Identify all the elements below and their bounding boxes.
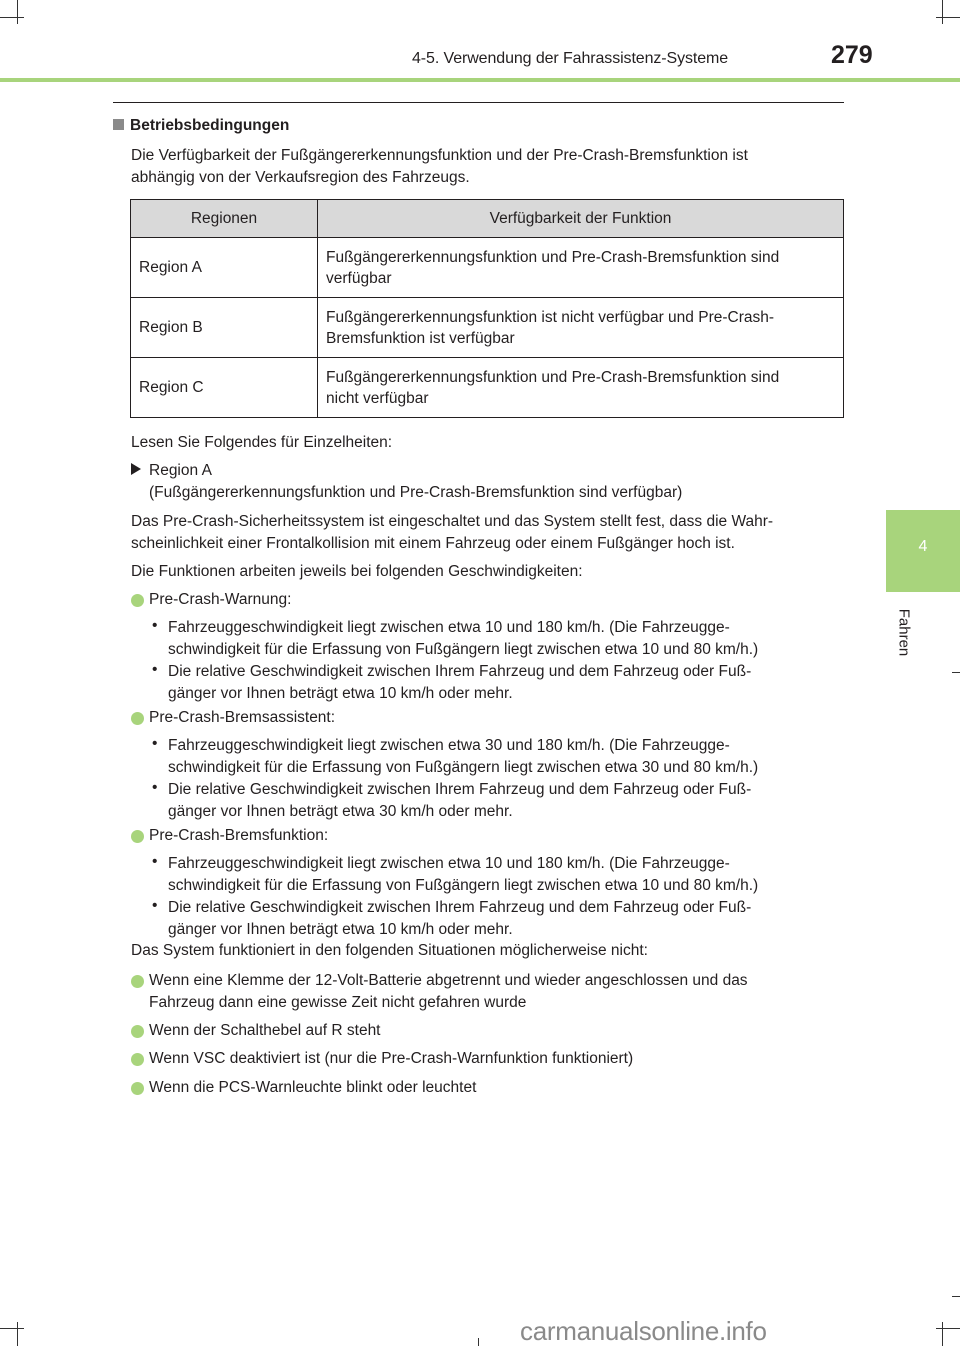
circle-bullet-icon: [131, 1082, 144, 1095]
bullet-line: Die relative Geschwindigkeit zwischen Ihrem Fahrzeug und dem Fahrzeug oder Fuß-: [168, 663, 752, 680]
situation-item: Wenn die PCS-Warnleuchte blinkt oder leuchtet: [149, 1079, 477, 1096]
section-heading: [113, 117, 289, 135]
crop-mark: [942, 1322, 943, 1346]
crop-mark: [952, 1296, 960, 1297]
situation-item: Wenn der Schalthebel auf R steht: [149, 1022, 381, 1039]
function-bullet: [168, 853, 758, 897]
watermark: carmanualsonline.info: [520, 1316, 767, 1346]
availability-cell: [318, 238, 844, 298]
dot-bullet-icon: •: [152, 853, 158, 870]
intro-line: Die Verfügbarkeit der Fußgängererkennungsfunktion und der Pre-Crash-Bremsfunktion ist: [131, 147, 748, 164]
function-title: Pre-Crash-Warnung:: [149, 591, 292, 608]
function-bullet: [168, 897, 751, 941]
bullet-line: Fahrzeuggeschwindigkeit liegt zwischen etwa 30 und 180 km/h. (Die Fahrzeugge-: [168, 737, 730, 754]
chapter-number: 4: [918, 538, 928, 555]
bullet-line: gänger vor Ihnen beträgt etwa 10 km/h oder mehr.: [168, 921, 513, 938]
cell-line: Fußgängererkennungsfunktion und Pre-Crash-Bremsfunktion sind: [326, 368, 780, 386]
table-row: [131, 298, 844, 358]
situation-line: Wenn eine Klemme der 12-Volt-Batterie abgetrennt und wieder angeschlossen und das: [149, 972, 748, 989]
cell-line: Fußgängererkennungsfunktion ist nicht verfügbar und Pre-Crash-: [326, 308, 775, 326]
details-intro: Lesen Sie Folgendes für Einzelheiten:: [131, 434, 393, 451]
circle-bullet-icon: [131, 830, 144, 843]
dot-bullet-icon: •: [152, 779, 158, 796]
dot-bullet-icon: •: [152, 617, 158, 634]
crop-mark: [17, 0, 18, 24]
circle-bullet-icon: [131, 712, 144, 725]
bullet-line: Die relative Geschwindigkeit zwischen Ihrem Fahrzeug und dem Fahrzeug oder Fuß-: [168, 781, 752, 798]
chapter-label: Fahren: [895, 608, 913, 657]
region-a-label: Region A: [149, 462, 212, 479]
availability-cell: [318, 358, 844, 418]
cell-line: nicht verfügbar: [326, 389, 429, 407]
function-bullet: [168, 779, 751, 823]
page-number: 279: [831, 41, 873, 69]
crop-mark: [0, 17, 24, 18]
table-header-cell: Regionen: [131, 200, 318, 238]
crop-mark: [936, 1328, 960, 1329]
bullet-line: gänger vor Ihnen beträgt etwa 10 km/h oder mehr.: [168, 685, 513, 702]
function-bullet: [168, 735, 758, 779]
section-rule: [113, 102, 844, 103]
function-title: Pre-Crash-Bremsfunktion:: [149, 827, 329, 844]
cell-line: verfügbar: [326, 269, 392, 287]
bullet-line: schwindigkeit für die Erfassung von Fußgängern liegt zwischen etwa 10 und 80 km/h.): [168, 641, 759, 658]
availability-table: [130, 199, 844, 418]
chapter-label-wrap: [894, 604, 914, 664]
circle-bullet-icon: [131, 975, 144, 988]
region-a-heading: [131, 460, 212, 482]
paragraph-system-active: [131, 511, 773, 555]
dot-bullet-icon: •: [152, 735, 158, 752]
circle-bullet-icon: [131, 1053, 144, 1066]
situation-line: Fahrzeug dann eine gewisse Zeit nicht gefahren wurde: [149, 994, 527, 1011]
paragraph-speeds: Die Funktionen arbeiten jeweils bei folgenden Geschwindigkeiten:: [131, 563, 583, 580]
crop-mark: [952, 672, 960, 673]
cell-line: Bremsfunktion ist verfügbar: [326, 329, 515, 347]
cell-line: Fußgängererkennungsfunktion und Pre-Crash-Bremsfunktion sind: [326, 248, 780, 266]
bullet-line: Fahrzeuggeschwindigkeit liegt zwischen etwa 10 und 180 km/h. (Die Fahrzeugge-: [168, 855, 730, 872]
situation-item: [149, 970, 748, 1014]
availability-cell: [318, 298, 844, 358]
function-title: Pre-Crash-Bremsassistent:: [149, 709, 336, 726]
dot-bullet-icon: •: [152, 661, 158, 678]
bullet-line: gänger vor Ihnen beträgt etwa 30 km/h oder mehr.: [168, 803, 513, 820]
intro-line: abhängig von der Verkaufsregion des Fahrzeugs.: [131, 169, 470, 186]
crop-mark: [936, 17, 960, 18]
circle-bullet-icon: [131, 1025, 144, 1038]
paragraph-limitations: Das System funktioniert in den folgenden Situationen möglicherweise nicht:: [131, 942, 648, 959]
para-line: Das Pre-Crash-Sicherheitssystem ist eingeschaltet und das System stellt fest, dass die Wahr-: [131, 513, 774, 530]
chapter-tab: [886, 510, 960, 592]
para-line: scheinlichkeit einer Frontalkollision mit einem Fahrzeug oder einem Fußgänger hoch ist.: [131, 535, 735, 552]
function-bullet: [168, 617, 758, 661]
situation-item: Wenn VSC deaktiviert ist (nur die Pre-Crash-Warnfunktion funktioniert): [149, 1050, 634, 1067]
square-bullet-icon: [113, 119, 124, 130]
arrow-right-icon: [131, 463, 141, 475]
dot-bullet-icon: •: [152, 897, 158, 914]
bullet-line: Fahrzeuggeschwindigkeit liegt zwischen etwa 10 und 180 km/h. (Die Fahrzeugge-: [168, 619, 730, 636]
bullet-line: schwindigkeit für die Erfassung von Fußgängern liegt zwischen etwa 10 und 80 km/h.): [168, 877, 759, 894]
table-header-cell: Verfügbarkeit der Funktion: [318, 200, 844, 238]
crop-mark: [17, 1322, 18, 1346]
table-row: [131, 358, 844, 418]
bullet-line: Die relative Geschwindigkeit zwischen Ihrem Fahrzeug und dem Fahrzeug oder Fuß-: [168, 899, 752, 916]
region-a-subtitle: (Fußgängererkennungsfunktion und Pre-Crash-Bremsfunktion sind verfügbar): [149, 484, 683, 501]
section-title: Betriebsbedingungen: [130, 117, 290, 134]
function-bullet: [168, 661, 751, 705]
section-intro: [131, 145, 748, 189]
crop-mark: [478, 1338, 479, 1346]
circle-bullet-icon: [131, 594, 144, 607]
table-row: [131, 238, 844, 298]
header-rule: [0, 78, 960, 82]
region-cell: Region B: [131, 298, 318, 358]
header-section-title: 4-5. Verwendung der Fahrassistenz-Systeme: [412, 50, 729, 67]
table-header-row: [131, 200, 844, 238]
region-cell: Region C: [131, 358, 318, 418]
crop-mark: [942, 0, 943, 24]
bullet-line: schwindigkeit für die Erfassung von Fußgängern liegt zwischen etwa 30 und 80 km/h.): [168, 759, 759, 776]
crop-mark: [0, 1328, 24, 1329]
region-cell: Region A: [131, 238, 318, 298]
